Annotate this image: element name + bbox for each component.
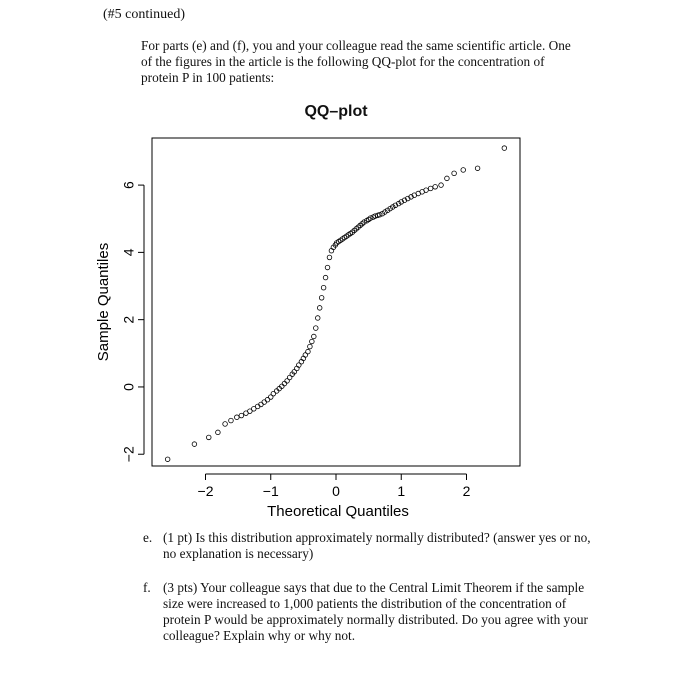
plot-frame [152, 138, 520, 466]
x-tick-label: 2 [462, 483, 471, 499]
data-point [312, 334, 317, 339]
x-tick-label: −2 [197, 483, 214, 499]
data-point [424, 188, 429, 193]
y-tick-label: −2 [120, 446, 137, 463]
data-point [323, 275, 328, 280]
x-tick-label: 1 [397, 483, 406, 499]
question-f-text: (3 pts) Your colleague says that due to the Central Limit Theorem if the sample size were increased to 1,000 patients the distribution of the concentration of protein P would be approximately normally distributed. Do you agree with your colleague? Explain why or why not. [163, 580, 588, 643]
x-tick-label: −1 [262, 483, 279, 499]
chart-title: QQ–plot [304, 103, 368, 120]
data-point [229, 418, 234, 423]
data-point [310, 339, 315, 344]
data-point [317, 306, 322, 311]
y-tick-label: 2 [120, 315, 137, 324]
data-point [475, 166, 480, 171]
data-point [445, 176, 450, 181]
data-point [321, 285, 326, 290]
page-header: (#5 continued) [103, 7, 186, 22]
data-point [306, 349, 311, 354]
data-point [433, 184, 438, 189]
x-axis-label: Theoretical Quantiles [267, 503, 409, 520]
data-point [165, 457, 170, 462]
data-point [315, 316, 320, 321]
y-tick-label: 4 [120, 248, 137, 257]
data-point [235, 415, 240, 420]
question-e-letter: e. [143, 530, 153, 545]
question-f-letter: f. [143, 580, 151, 595]
data-point [428, 186, 433, 191]
data-point [313, 326, 318, 331]
data-point [502, 146, 507, 151]
data-point [239, 413, 244, 418]
data-point [206, 435, 211, 440]
data-point [308, 344, 313, 349]
intro-paragraph: For parts (e) and (f), you and your colleague read the same scientific article. One of the figures in the article is the following QQ-plot for the concentration of protein P in 100 patients: [141, 38, 571, 85]
data-point [439, 183, 444, 188]
data-point [192, 442, 197, 447]
data-point [325, 265, 330, 270]
data-point [327, 255, 332, 260]
data-point [223, 422, 228, 427]
x-tick-label: 0 [332, 483, 340, 499]
data-point [216, 430, 221, 435]
data-point [452, 171, 457, 176]
data-point [461, 168, 466, 173]
data-point [319, 295, 324, 300]
y-axis-label: Sample Quantiles [94, 242, 112, 362]
data-point [282, 381, 287, 386]
y-tick-label: 6 [120, 181, 137, 189]
y-tick-label: 0 [120, 383, 137, 391]
question-e-text: (1 pt) Is this distribution approximately normally distributed? (answer yes or no, no explanation is necessary) [163, 530, 591, 561]
data-point [262, 400, 267, 405]
